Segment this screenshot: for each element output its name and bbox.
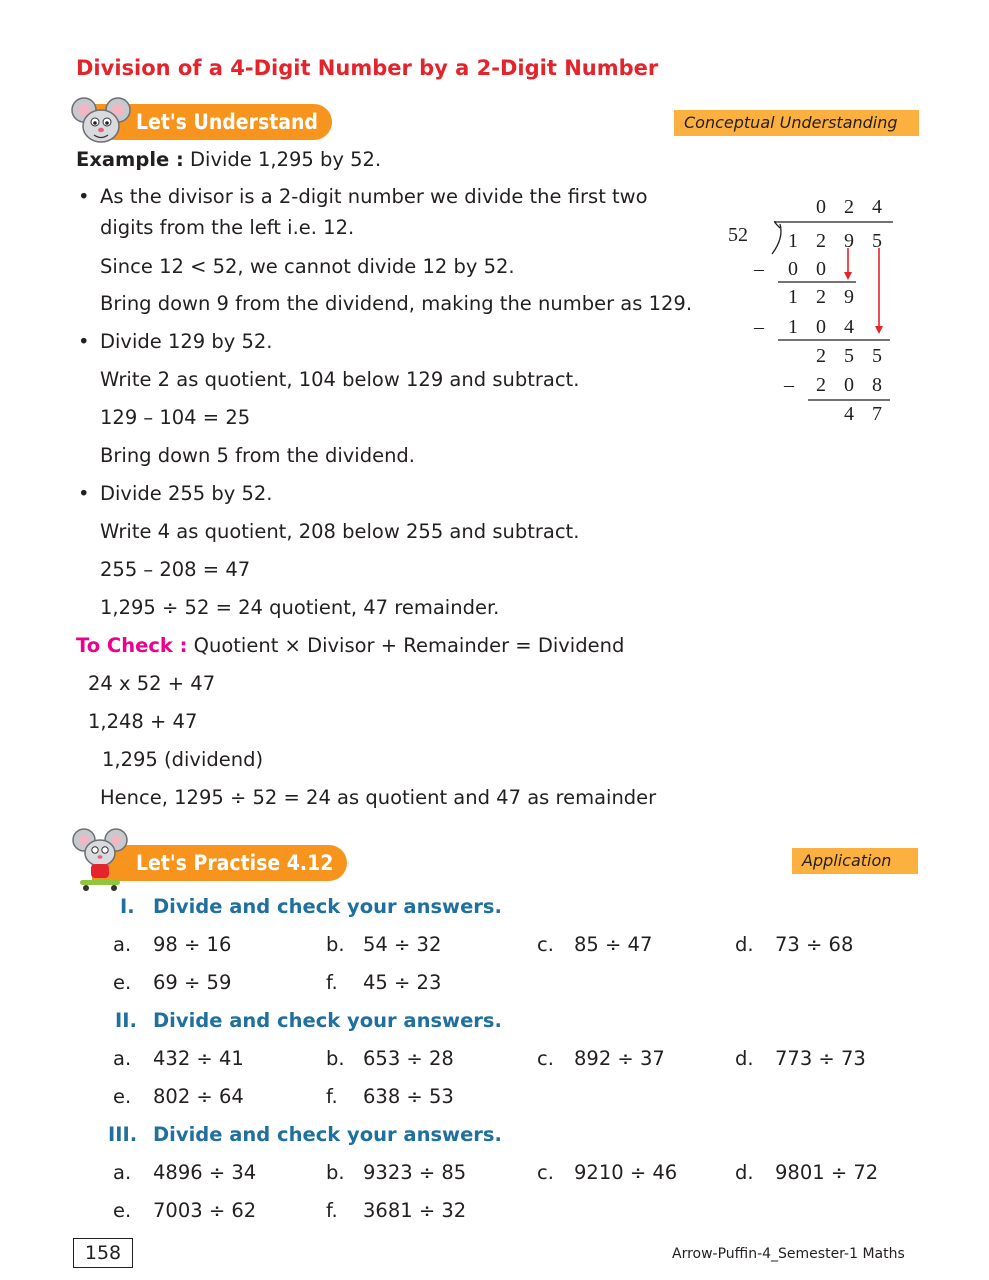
application-label: Application bbox=[802, 851, 892, 870]
quotient-digit: 0 bbox=[816, 196, 826, 218]
step-digit: 1 bbox=[788, 286, 798, 308]
exercise-letter: f. bbox=[326, 1199, 338, 1222]
exercise-letter: e. bbox=[113, 971, 132, 994]
step-digit: 2 bbox=[816, 345, 826, 367]
example-step: 1,295 ÷ 52 = 24 quotient, 47 remainder. bbox=[100, 596, 500, 619]
exercise-letter: d. bbox=[735, 1161, 754, 1184]
check-step: 1,248 + 47 bbox=[88, 710, 198, 733]
exercise-problem: 892 ÷ 37 bbox=[574, 1047, 665, 1070]
dividend-digit: 1 bbox=[788, 230, 798, 252]
exercise-problem: 45 ÷ 23 bbox=[363, 971, 442, 994]
check-formula: Quotient × Divisor + Remainder = Dividend bbox=[187, 634, 625, 657]
step-sign: – bbox=[784, 374, 794, 396]
lets-understand-label: Let's Understand bbox=[136, 110, 318, 134]
example-text: Divide 1,295 by 52. bbox=[183, 148, 382, 171]
application-tag bbox=[792, 848, 918, 874]
example-step: Since 12 < 52, we cannot divide 12 by 52. bbox=[100, 255, 515, 278]
mouse-skateboard-mascot-icon bbox=[70, 826, 132, 892]
exercise-letter: e. bbox=[113, 1085, 132, 1108]
dividend-digit: 2 bbox=[816, 230, 826, 252]
lets-practise-label: Let's Practise 4.12 bbox=[136, 851, 334, 875]
exercise-problem: 7003 ÷ 62 bbox=[153, 1199, 257, 1222]
example-step: • Divide 129 by 52. bbox=[100, 330, 273, 353]
exercise-problem: 4896 ÷ 34 bbox=[153, 1161, 257, 1184]
quotient-digit: 4 bbox=[872, 196, 882, 218]
example-step: Write 4 as quotient, 208 below 255 and subtract. bbox=[100, 520, 580, 543]
step-digit: 0 bbox=[844, 374, 854, 396]
check-label: To Check : bbox=[76, 634, 188, 657]
step-digit: 4 bbox=[844, 316, 854, 338]
example-step: • Divide 255 by 52. bbox=[100, 482, 273, 505]
mouse-mascot-icon bbox=[70, 92, 132, 154]
exercise-problem: 9323 ÷ 85 bbox=[363, 1161, 467, 1184]
exercise-problem: 9210 ÷ 46 bbox=[574, 1161, 678, 1184]
section-numeral: I. bbox=[120, 895, 135, 918]
example-step: Bring down 9 from the dividend, making the number as 129. bbox=[100, 292, 693, 315]
step-digit: 8 bbox=[872, 374, 882, 396]
long-division-lines bbox=[700, 190, 900, 430]
exercise-letter: c. bbox=[537, 933, 554, 956]
exercise-problem: 653 ÷ 28 bbox=[363, 1047, 454, 1070]
step-digit: 5 bbox=[872, 345, 882, 367]
section-numeral: II. bbox=[115, 1009, 137, 1032]
conceptual-understanding-label: Conceptual Understanding bbox=[684, 113, 898, 132]
exercise-problem: 98 ÷ 16 bbox=[153, 933, 232, 956]
divisor: 52 bbox=[728, 224, 748, 246]
exercise-letter: b. bbox=[326, 1161, 345, 1184]
dividend-digit: 5 bbox=[872, 230, 882, 252]
exercise-letter: f. bbox=[326, 1085, 338, 1108]
exercise-problem: 9801 ÷ 72 bbox=[775, 1161, 879, 1184]
exercise-letter: a. bbox=[113, 1161, 132, 1184]
step-digit: 1 bbox=[788, 316, 798, 338]
exercise-letter: a. bbox=[113, 933, 132, 956]
step-sign: – bbox=[754, 316, 764, 338]
exercise-letter: d. bbox=[735, 933, 754, 956]
conceptual-understanding-tag bbox=[674, 110, 919, 136]
exercise-letter: c. bbox=[537, 1047, 554, 1070]
exercise-letter: a. bbox=[113, 1047, 132, 1070]
exercise-problem: 85 ÷ 47 bbox=[574, 933, 653, 956]
exercise-problem: 802 ÷ 64 bbox=[153, 1085, 244, 1108]
remainder-digit: 4 bbox=[844, 403, 854, 425]
remainder-digit: 7 bbox=[872, 403, 882, 425]
exercise-problem: 54 ÷ 32 bbox=[363, 933, 442, 956]
exercise-problem: 73 ÷ 68 bbox=[775, 933, 854, 956]
check-step: 24 x 52 + 47 bbox=[88, 672, 216, 695]
example-step: Write 2 as quotient, 104 below 129 and subtract. bbox=[100, 368, 580, 391]
example-step: digits from the left i.e. 12. bbox=[100, 216, 355, 239]
example-step: 129 – 104 = 25 bbox=[100, 406, 251, 429]
exercise-problem: 773 ÷ 73 bbox=[775, 1047, 866, 1070]
exercise-letter: b. bbox=[326, 1047, 345, 1070]
example-step: • As the divisor is a 2-digit number we divide the first two bbox=[100, 185, 648, 208]
example-step: Bring down 5 from the dividend. bbox=[100, 444, 416, 467]
step-digit: 0 bbox=[816, 258, 826, 280]
section-numeral: III. bbox=[108, 1123, 138, 1146]
exercise-problem: 432 ÷ 41 bbox=[153, 1047, 244, 1070]
exercise-letter: e. bbox=[113, 1199, 132, 1222]
step-digit: 5 bbox=[844, 345, 854, 367]
check-line bbox=[76, 634, 624, 657]
example-step: 255 – 208 = 47 bbox=[100, 558, 251, 581]
exercise-problem: 3681 ÷ 32 bbox=[363, 1199, 467, 1222]
section-heading: Divide and check your answers. bbox=[153, 1009, 502, 1032]
check-step: Hence, 1295 ÷ 52 = 24 as quotient and 47 as remainder bbox=[100, 786, 657, 809]
exercise-letter: d. bbox=[735, 1047, 754, 1070]
quotient-digit: 2 bbox=[844, 196, 854, 218]
page-title: Division of a 4-Digit Number by a 2-Digit Number bbox=[76, 56, 659, 80]
step-digit: 0 bbox=[788, 258, 798, 280]
exercise-letter: c. bbox=[537, 1161, 554, 1184]
section-heading: Divide and check your answers. bbox=[153, 895, 502, 918]
step-digit: 2 bbox=[816, 374, 826, 396]
step-digit: 2 bbox=[816, 286, 826, 308]
step-digit: 9 bbox=[844, 286, 854, 308]
example-label: Example : bbox=[76, 148, 184, 171]
check-step: 1,295 (dividend) bbox=[102, 748, 264, 771]
dividend-digit: 9 bbox=[844, 230, 854, 252]
footer-text: Arrow-Puffin-4_Semester-1 Maths bbox=[672, 1246, 905, 1262]
step-sign: – bbox=[754, 258, 764, 280]
exercise-problem: 69 ÷ 59 bbox=[153, 971, 232, 994]
exercise-letter: b. bbox=[326, 933, 345, 956]
exercise-problem: 638 ÷ 53 bbox=[363, 1085, 454, 1108]
section-heading: Divide and check your answers. bbox=[153, 1123, 502, 1146]
step-digit: 0 bbox=[816, 316, 826, 338]
exercise-letter: f. bbox=[326, 971, 338, 994]
example-line bbox=[76, 148, 381, 171]
page-number: 158 bbox=[73, 1238, 133, 1268]
